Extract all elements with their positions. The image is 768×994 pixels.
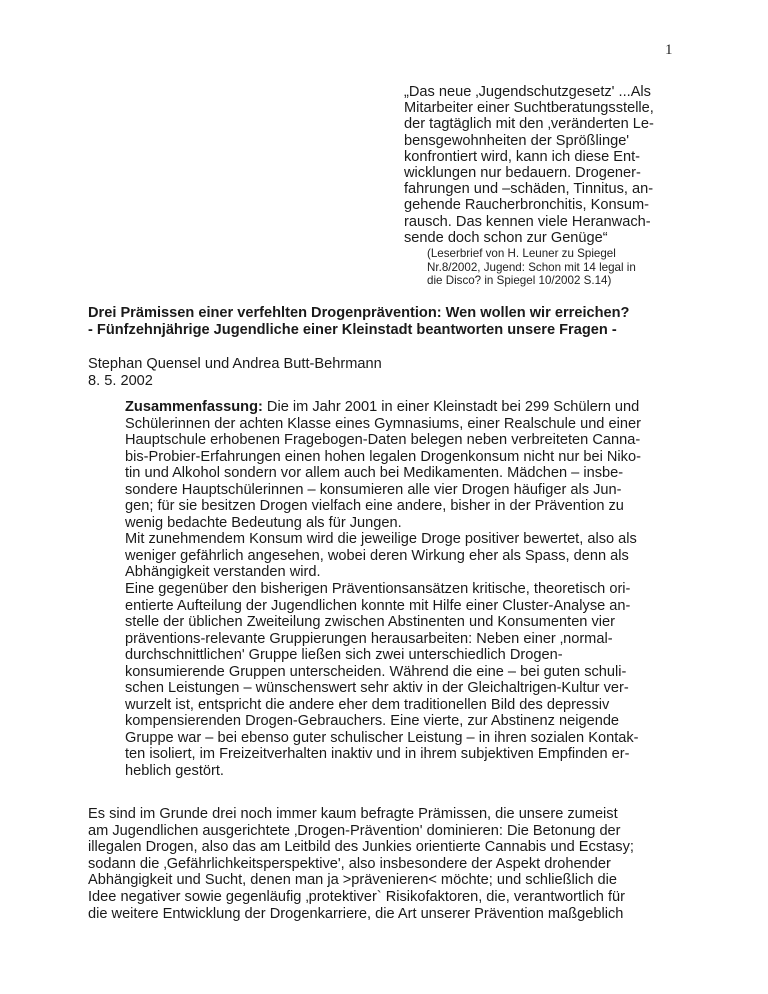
abstract-line: entierte Aufteilung der Jugendlichen konnte mit Hilfe einer Cluster-Analyse an- <box>125 597 631 614</box>
abstract-line: Gruppe war – bei ebenso guter schulischer Leistung – in ihren sozialen Kontak- <box>125 729 639 746</box>
epigraph-source-line: Nr.8/2002, Jugend: Schon mit 14 legal in <box>427 260 636 274</box>
abstract-line: wurzelt ist, entspricht die andere eher dem traditionellen Bild des depressiv <box>125 696 610 713</box>
abstract-line: tin und Alkohol sondern vor allem auch bei Medikamenten. Mädchen – insbe- <box>125 465 624 482</box>
abstract-line: Schülerinnen der achten Klasse eines Gymnasiums, einer Realschule und einer <box>125 415 641 432</box>
author-names: Stephan Quensel und Andrea Butt-Behrmann <box>88 356 382 372</box>
epigraph-line: konfrontiert wird, kann ich diese Ent- <box>404 148 641 165</box>
epigraph-line: der tagtäglich mit den ‚veränderten Le- <box>404 116 654 133</box>
body-line: Abhängigkeit und Sucht, denen man ja >prävenieren< möchte; und schließlich die <box>88 872 617 889</box>
epigraph-line: fahrungen und –schäden, Tinnitus, an- <box>404 181 654 198</box>
abstract-label: Zusammenfassung: <box>125 399 263 415</box>
page-number: 1 <box>665 42 673 58</box>
body-paragraph <box>88 806 718 922</box>
epigraph-quote <box>404 84 734 288</box>
body-line: Es sind im Grunde drei noch immer kaum befragte Prämissen, die unsere zumeist <box>88 806 618 822</box>
abstract-line: gen; für sie besitzen Drogen vielfach eine andere, bisher in der Prävention zu <box>125 498 624 515</box>
body-line: die weitere Entwicklung der Drogenkarriere, die Art unserer Prävention maßgeblich <box>88 905 624 922</box>
body-line: illegalen Drogen, also das am Leitbild des Junkies orientierte Cannabis und Ecstasy; <box>88 839 634 856</box>
abstract-line: konsumierende Gruppen unterscheiden. Während die eine – bei guten schuli- <box>125 663 627 680</box>
abstract-line: heblich gestört. <box>125 763 224 780</box>
author-block <box>88 356 382 390</box>
abstract-line: stelle der üblichen Zweiteilung zwischen Abstinenten und Konsumenten vier <box>125 614 615 631</box>
subtitle-line: - Fünfzehnjährige Jugendliche einer Kleinstadt beantworten unsere Fragen - <box>88 322 617 338</box>
body-line: sodann die ‚Gefährlichkeitsperspektive', also insbesondere der Aspekt drohender <box>88 855 611 872</box>
abstract-line: bis-Probier-Erfahrungen einen hohen legalen Drogenkonsum nicht nur bei Niko- <box>125 448 641 465</box>
abstract-line: Eine gegenüber den bisherigen Präventionsansätzen kritische, theoretisch ori- <box>125 581 631 598</box>
abstract-text: Die im Jahr 2001 in einer Kleinstadt bei 299 Schülern und <box>262 399 640 415</box>
epigraph-source <box>427 247 734 288</box>
epigraph-line: „Das neue ‚Jugendschutzgesetz' ...Als <box>404 84 651 100</box>
body-line: Idee negativer sowie gegenläufig ‚protektiver` Risikofaktoren, die, verantwortlich für <box>88 888 625 905</box>
abstract-line: weniger gefährlich angesehen, wobei deren Wirkung eher als Spass, denn als <box>125 547 629 564</box>
abstract-line: durchschnittlichen' Gruppe ließen sich zwei unterschiedlich Drogen- <box>125 647 563 664</box>
abstract-line: präventions-relevante Gruppierungen herausarbeiten: Neben einer ‚normal- <box>125 630 613 647</box>
body-line: am Jugendlichen ausgerichtete ‚Drogen-Prävention' dominieren: Die Betonung der <box>88 822 621 839</box>
epigraph-line: bensgewohnheiten der Sprößlinge' <box>404 132 630 149</box>
publication-date: 8. 5. 2002 <box>88 373 153 389</box>
epigraph-line: Mitarbeiter einer Suchtberatungsstelle, <box>404 100 654 117</box>
epigraph-line: sende doch schon zur Genüge“ <box>404 229 608 246</box>
abstract-line: Mit zunehmendem Konsum wird die jeweilige Droge positiver bewertet, also als <box>125 531 637 548</box>
abstract-line: sondere Hauptschülerinnen – konsumieren alle vier Drogen häufiger als Jun- <box>125 481 622 498</box>
abstract-line: kompensierenden Drogen-Gebrauchers. Eine vierte, zur Abstinenz neigende <box>125 713 620 730</box>
abstract-line: Abhängigkeit verstanden wird. <box>125 564 321 581</box>
abstract-line: Hauptschule erhobenen Fragebogen-Daten belegen neben verbreiteten Canna- <box>125 432 641 449</box>
epigraph-source-line: (Leserbrief von H. Leuner zu Spiegel <box>427 247 616 261</box>
document-title <box>88 305 629 339</box>
abstract <box>125 399 715 780</box>
abstract-line: schen Leistungen – wünschenswert sehr aktiv in der Gleichaltrigen-Kultur ver- <box>125 680 629 697</box>
abstract-first-line <box>125 399 715 416</box>
abstract-line: ten isoliert, im Freizeitverhalten inaktiv und in ihrem subjektiven Empfinden er- <box>125 746 630 763</box>
epigraph-line: gehende Raucherbronchitis, Konsum- <box>404 197 649 214</box>
epigraph-line: wicklungen nur bedauern. Drogener- <box>404 165 641 182</box>
epigraph-source-line: die Disco? in Spiegel 10/2002 S.14) <box>427 274 612 288</box>
epigraph-line: rausch. Das kennen viele Heranwach- <box>404 213 651 230</box>
title-line: Drei Prämissen einer verfehlten Drogenprävention: Wen wollen wir erreichen? <box>88 305 630 321</box>
abstract-line: wenig bedachte Bedeutung als für Jungen. <box>125 514 402 531</box>
